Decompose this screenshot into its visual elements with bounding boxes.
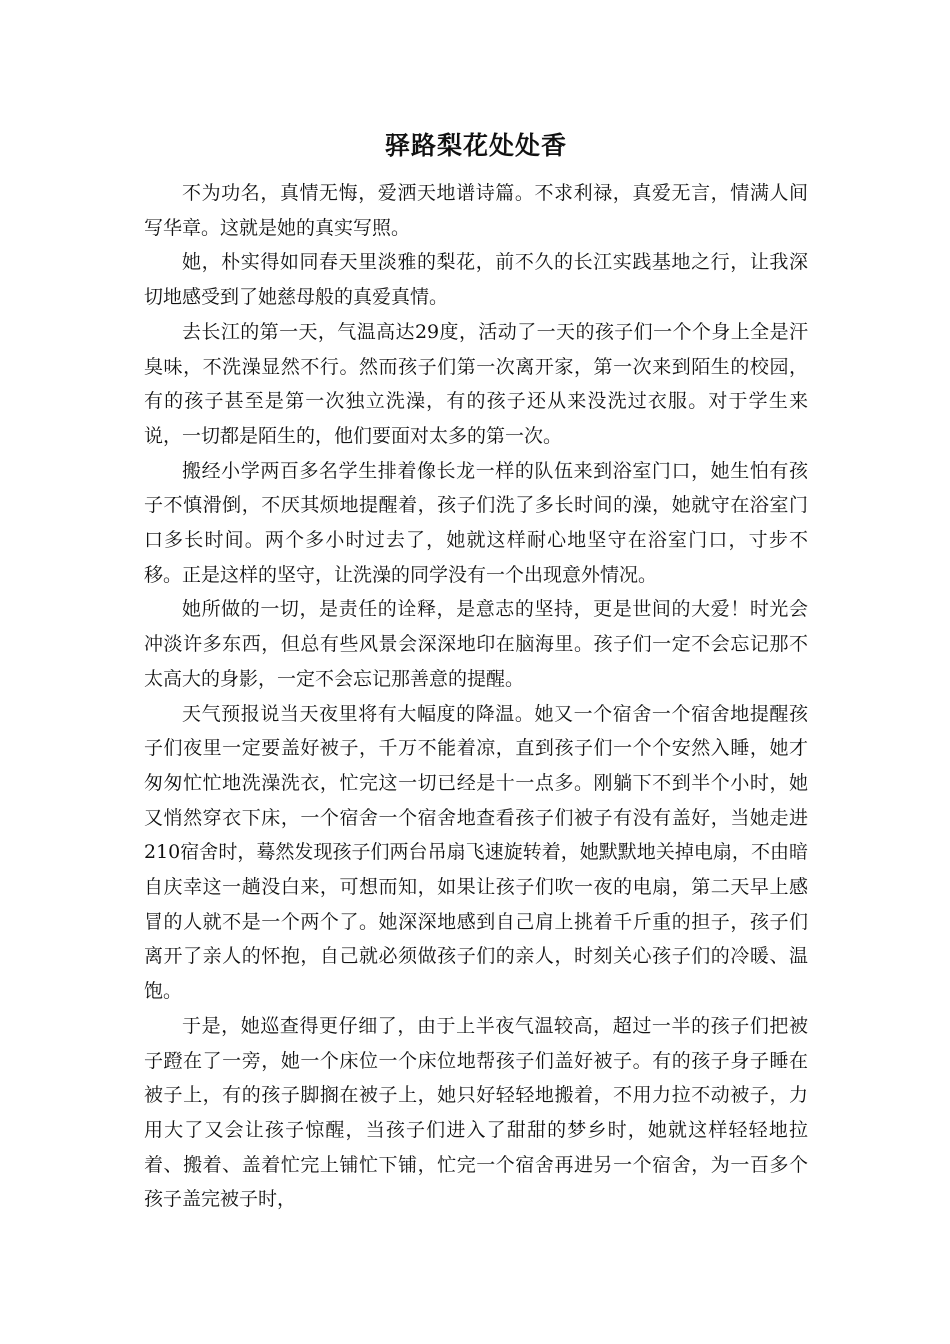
paragraph-1: 不为功名，真情无悔，爱洒天地谱诗篇。不求利禄，真爱无言，情满人间写华章。这就是她的真实写照。	[144, 182, 808, 239]
document-title: 驿路梨花处处香	[384, 131, 567, 160]
paragraph-3: 去长江的第一天，气温高达29度，活动了一天的孩子们一个个身上全是汗臭味，不洗澡显然不行。然而孩子们第一次离开家，第一次来到陌生的校园，有的孩子甚至是第一次独立洗澡，有的孩子还从来没洗过衣服。对于学生来说，一切都是陌生的，他们要面对太多的第一次。	[144, 320, 808, 447]
document-page	[144, 128, 808, 1217]
paragraph-2: 她，朴实得如同春天里淡雅的梨花，前不久的长江实践基地之行，让我深切地感受到了她慈母般的真爱真情。	[144, 251, 808, 309]
paragraph-6: 天气预报说当天夜里将有大幅度的降温。她又一个宿舍一个宿舍地提醒孩子们夜里一定要盖好被子，千万不能着凉，直到孩子们一个个安然入睡，她才匆匆忙忙地洗澡洗衣，忙完这一切已经是十一点多。刚躺下不到半个小时，她又悄然穿衣下床，一个宿舍一个宿舍地查看孩子们被子有没有盖好，当她走进210宿舍时，蓦然发现孩子们两台吊扇飞速旋转着，她默默地关掉电扇，不由暗自庆幸这一趟没白来，可想而知，如果让孩子们吹一夜的电扇，第二天早上感冒的人就不是一个两个了。她深深地感到自己肩上挑着千斤重的担子，孩子们离开了亲人的怀抱，自己就必须做孩子们的亲人，时刻关心孩子们的冷暖、温饱。	[144, 702, 808, 1003]
paragraph-7: 于是，她巡查得更仔细了，由于上半夜气温较高，超过一半的孩子们把被子蹬在了一旁，她一个床位一个床位地帮孩子们盖好被子。有的孩子身子睡在被子上，有的孩子脚搁在被子上，她只好轻轻地搬着，不用力拉不动被子，力用大了又会让孩子惊醒，当孩子们进入了甜甜的梦乡时，她就这样轻轻地拉着、搬着、盖着忙完上铺忙下铺，忙完一个宿舍再进另一个宿舍，为一百多个孩子盖完被子时，	[144, 1014, 808, 1211]
paragraph-4: 搬经小学两百多名学生排着像长龙一样的队伍来到浴室门口，她生怕有孩子不慎滑倒，不厌其烦地提醒着，孩子们洗了多长时间的澡，她就守在浴室门口多长时间。两个多小时过去了，她就这样耐心地坚守在浴室门口，寸步不移。正是这样的坚守，让洗澡的同学没有一个出现意外情况。	[144, 459, 808, 586]
paragraph-5: 她所做的一切，是责任的诠释，是意志的坚持，更是世间的大爱！时光会冲淡许多东西，但总有些风景会深深地印在脑海里。孩子们一定不会忘记那不太高大的身影，一定不会忘记那善意的提醒。	[144, 598, 808, 690]
